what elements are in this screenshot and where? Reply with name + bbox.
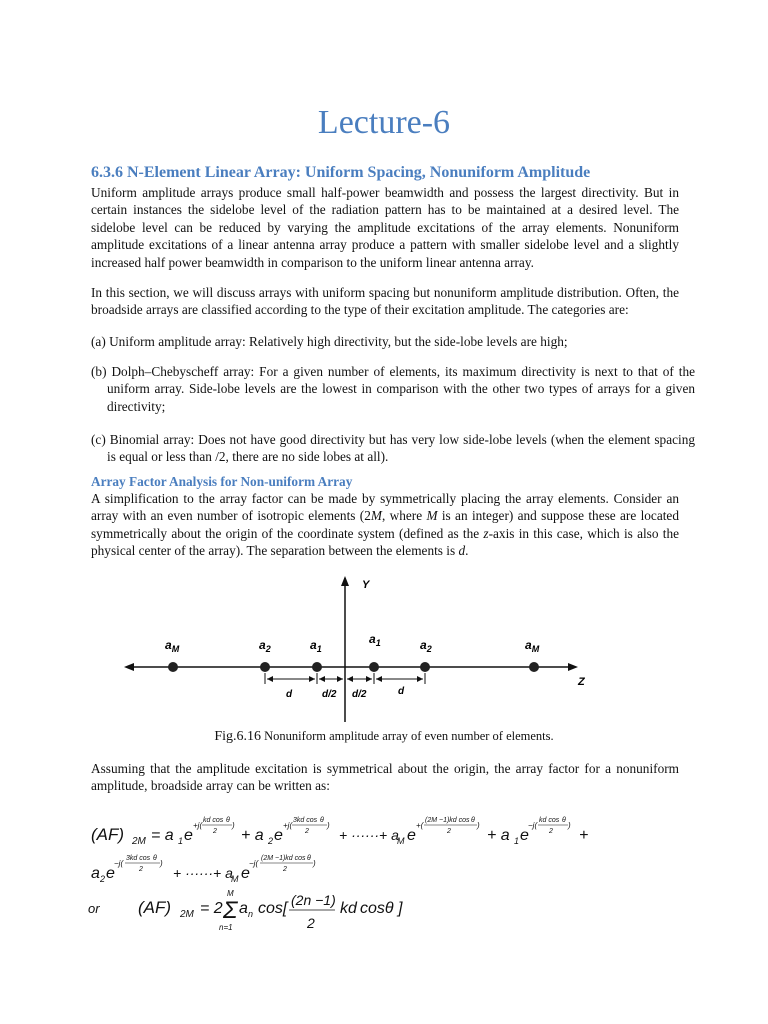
- equation-af-closed-form: [88, 890, 408, 959]
- label-a1-right: $a_1$: [369, 632, 381, 648]
- label-a2-left: $a_2$: [259, 638, 271, 654]
- svg-text:3kd cos: 3kd cos: [293, 817, 318, 824]
- svg-text:kd cos: kd cos: [203, 817, 224, 824]
- y-axis-label: Y: [362, 579, 370, 591]
- svg-text:): ): [477, 821, 480, 830]
- element-a1-left: [312, 662, 322, 672]
- dim-label-half: d/2: [352, 689, 367, 700]
- equation-af-svg: [91, 812, 691, 856]
- z-axis-left-arrow: [124, 663, 134, 671]
- svg-text:1: 1: [178, 836, 184, 846]
- svg-text:e: e: [106, 865, 115, 882]
- paragraph-categories: In this section, we will discuss arrays with uniform spacing but nonuniform amplitude distribution. Often, the broadside arrays are classified according to the type of their excitation amplitude. The categories are:: [91, 285, 679, 318]
- z-axis-right-arrow: [568, 663, 578, 671]
- svg-text:+: +: [579, 827, 589, 844]
- label-aM-left: $a_M$: [165, 638, 180, 654]
- svg-text:kd cos: kd cos: [539, 817, 560, 824]
- svg-text:θ: θ: [320, 817, 324, 824]
- svg-text:= a: = a: [151, 827, 174, 844]
- math-var: z: [483, 525, 489, 541]
- paragraph-intro: Uniform amplitude arrays produce small half-power beamwidth and possess the largest directivity. But in certain instances the sidelobe level of the radiation pattern has to be maintained at a desired level. The sidelobe level can be reduced by varying the amplitude excitations of the array elements. Nonuniform amplitude excitations of a linear antenna array produce a pattern with smaller sidelobe level and a slightly increased half power beamwidth in comparison to the uniform linear antenna array.: [91, 185, 679, 270]
- subheading-array-factor: Array Factor Analysis for Non-uniform Array: [91, 474, 353, 489]
- svg-text:2: 2: [447, 828, 451, 835]
- svg-text:): ): [313, 859, 316, 868]
- element-a1-right: [369, 662, 379, 672]
- svg-text:e: e: [407, 827, 416, 844]
- caption-label: Fig.6.16: [214, 729, 262, 744]
- array-figure: [0, 570, 768, 730]
- svg-text:−j(: −j(: [249, 859, 259, 868]
- svg-text:e: e: [274, 827, 283, 844]
- caption-text: Nonuniform amplitude array of even number of elements.: [261, 729, 554, 743]
- svg-text:2: 2: [305, 828, 309, 835]
- svg-text:n=1: n=1: [219, 923, 233, 932]
- svg-text:Σ: Σ: [223, 897, 238, 924]
- svg-text:2: 2: [283, 866, 287, 873]
- svg-text:e: e: [520, 827, 529, 844]
- svg-text:2M: 2M: [180, 909, 194, 920]
- svg-text:): ): [327, 821, 330, 830]
- list-item-a: (a) Uniform amplitude array: Relatively high directivity, but the side-lobe levels are high;: [91, 334, 568, 349]
- svg-text:(2M −1)kd cos: (2M −1)kd cos: [425, 817, 470, 824]
- svg-text:+ ······+ a: + ······+ a: [173, 865, 233, 881]
- text-run: is an integer) and suppose these are located symmetrically about the origin of the coordinate system (defined as the: [91, 508, 679, 541]
- svg-text:−j(: −j(: [528, 821, 538, 830]
- svg-text:= 2: = 2: [200, 900, 223, 917]
- eq-lhs-sub: 2M: [132, 836, 146, 847]
- svg-text:2: 2: [139, 866, 143, 873]
- svg-text:θ: θ: [307, 855, 311, 862]
- svg-text:M: M: [231, 874, 239, 884]
- svg-text:a: a: [239, 900, 248, 917]
- svg-text:2: 2: [549, 828, 553, 835]
- equation-closed-form-svg: [88, 890, 408, 954]
- math-var: d: [458, 543, 466, 559]
- svg-text:+ a: + a: [487, 827, 510, 844]
- label-a2-right: $a_2$: [420, 638, 432, 654]
- element-a2-right: [420, 662, 430, 672]
- text-run: , where: [381, 508, 427, 524]
- svg-text:+j(: +j(: [283, 821, 293, 830]
- figure-caption: [0, 729, 768, 745]
- list-item-b: (b) Dolph–Chebyscheff array: For a given number of elements, its maximum directivity is next to that of the uniform array. Side-lobe levels are the lowest in comparison with the other two types of arrays for a given directivity;: [91, 364, 695, 414]
- svg-text:2: 2: [213, 828, 217, 835]
- svg-text:θ: θ: [153, 855, 157, 862]
- svg-text:θ: θ: [226, 817, 230, 824]
- paragraph-assumption: Assuming that the amplitude excitation is symmetrical about the origin, the array factor for a nonuniform amplitude, broadside array can be written as:: [91, 761, 679, 794]
- svg-text:2: 2: [268, 836, 274, 846]
- svg-text:e: e: [241, 865, 250, 882]
- math-var: M: [370, 508, 382, 524]
- label-a1-left: $a_1$: [310, 638, 322, 654]
- svg-text:−j(: −j(: [114, 859, 124, 868]
- svg-text:θ: θ: [471, 817, 475, 824]
- list-item-c: (c) Binomial array: Does not have good directivity but has very low side-lobe levels (when the element spacing is equal or less than /2, there are no side lobes at all).: [91, 432, 695, 465]
- text-run: -axis in this case, which is also the physical center of the array). The separation between the elements is: [91, 525, 679, 559]
- section-heading: 6.3.6 N-Element Linear Array: Uniform Spacing, Nonuniform Amplitude: [91, 164, 591, 181]
- z-axis-label: Z: [578, 676, 585, 688]
- svg-text:+ ······+ a: + ······+ a: [339, 827, 399, 843]
- element-aM-right: [529, 662, 539, 672]
- svg-text:kd: kd: [340, 900, 357, 917]
- label-aM-right: $a_M$: [525, 638, 540, 654]
- dim-label-d: d: [286, 689, 293, 700]
- svg-text:(AF): (AF): [138, 898, 172, 917]
- paragraph-simplification: [91, 490, 679, 560]
- math-var: M: [426, 508, 438, 524]
- page-title: Lecture-6: [317, 104, 451, 141]
- or-label: or: [88, 901, 100, 916]
- element-aM-left: [168, 662, 178, 672]
- svg-text:2: 2: [307, 915, 315, 931]
- svg-text:+ a: + a: [241, 827, 264, 844]
- svg-text:θ: θ: [562, 817, 566, 824]
- svg-text:M: M: [397, 836, 405, 846]
- svg-text:e: e: [184, 827, 193, 844]
- text-run: .: [465, 543, 469, 559]
- svg-text:+(: +(: [416, 821, 424, 830]
- svg-text:(2M −1)kd cos: (2M −1)kd cos: [261, 855, 306, 862]
- svg-text:cos[: cos[: [258, 900, 288, 917]
- element-a2-left: [260, 662, 270, 672]
- dim-label-d: d: [398, 686, 405, 697]
- eq-lhs: (AF): [91, 825, 125, 844]
- svg-text:): ): [160, 859, 163, 868]
- svg-text:n: n: [248, 909, 254, 919]
- svg-text:+j(: +j(: [193, 821, 203, 830]
- y-axis-arrow: [341, 576, 349, 586]
- svg-text:3kd cos: 3kd cos: [126, 855, 151, 862]
- svg-text:cosθ ]: cosθ ]: [360, 900, 403, 917]
- svg-text:): ): [232, 821, 235, 830]
- svg-text:1: 1: [514, 836, 520, 846]
- svg-text:(2n −1): (2n −1): [291, 892, 336, 908]
- svg-text:): ): [568, 821, 571, 830]
- svg-text:a: a: [91, 865, 100, 882]
- equation-af-line2-svg: [91, 852, 391, 888]
- equation-af-line2: [91, 852, 391, 893]
- dim-label-half: d/2: [322, 689, 337, 700]
- svg-text:2: 2: [100, 874, 106, 884]
- text-run: A simplification to the array factor can be made by symmetrically placing the array elements. Consider an array with an even number of isotropic elements (2: [91, 491, 679, 524]
- svg-text:M: M: [227, 890, 234, 898]
